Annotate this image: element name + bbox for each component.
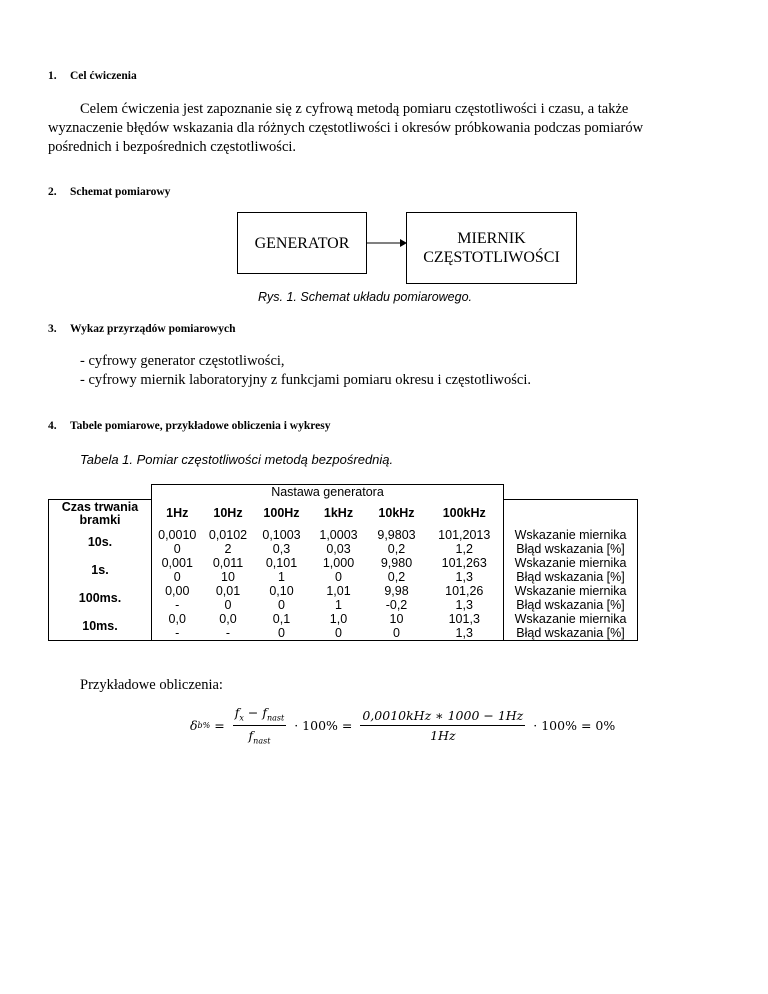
reading-cell: 0,1003 [262, 527, 301, 542]
signal-arrow-icon [366, 236, 408, 250]
col-header-10khz: 10kHz [378, 506, 415, 521]
section-title: Schemat pomiarowy [70, 186, 171, 198]
formula-delta-sub: b% [197, 720, 211, 730]
error-cell: 0,2 [387, 541, 406, 556]
reading-cell: 101,3 [426, 612, 504, 626]
error-cell: 1 [278, 569, 285, 584]
formula-delta: δ [190, 717, 198, 733]
formula-result: · 100% = 0% [533, 717, 616, 733]
reading-cell: 0,101 [265, 555, 298, 570]
measurement-table [48, 484, 638, 641]
reading-cell: 9,9803 [377, 527, 416, 542]
reading-cell: 9,98 [384, 583, 409, 598]
gate-cell: 10ms. [49, 612, 152, 641]
reading-cell: 1,000 [322, 555, 355, 570]
reading-cell: 1,01 [326, 583, 351, 598]
goal-line-2: wyznaczenie błędów wskazania dla różnych częstotliwości i okresów próbkowania podczas pomiarów [48, 120, 644, 136]
error-cell: 0 [368, 626, 426, 641]
table-caption: Tabela 1. Pomiar częstotliwości metodą bezpośrednią. [80, 452, 394, 467]
generator-label: GENERATOR [254, 234, 350, 252]
col-header-1hz: 1Hz [152, 499, 203, 528]
section-heading-2: 2. Schemat pomiarowy [48, 186, 171, 198]
gate-cell: 1s. [49, 556, 152, 584]
error-cell: 0,03 [326, 541, 351, 556]
error-cell: 1,2 [426, 542, 504, 556]
error-cell: -0,2 [385, 597, 408, 612]
goal-line-1: Celem ćwiczenia jest zapoznanie się z cyfrową metodą pomiaru częstotliwości i czasu, a także [80, 101, 629, 117]
reading-cell: 0,1 [272, 611, 291, 626]
reading-cell: 10 [389, 611, 404, 626]
reading-cell: 1,0003 [319, 527, 358, 542]
error-cell: 2 [224, 541, 232, 556]
reading-cell: 101,2013 [426, 528, 504, 542]
col-header-100khz: 100kHz [426, 499, 504, 528]
reading-cell: 0,0 [219, 611, 237, 626]
section-heading-1: 1. Cel ćwiczenia [48, 70, 137, 82]
instrument-item-2: - cyfrowy miernik laboratoryjny z funkcjami pomiaru okresu i częstotliwości. [80, 372, 531, 388]
row-label: Wskazanie miernika [504, 584, 638, 598]
reading-cell: 1,0 [329, 611, 348, 626]
formula-mul1: · 100% = [294, 717, 353, 733]
error-cell: 0,2 [387, 569, 406, 584]
row-label: Wskazanie miernika [504, 612, 638, 626]
reading-cell: 0,011 [212, 555, 244, 570]
generator-box [237, 212, 367, 274]
reading-cell: 0,0010 [152, 528, 203, 542]
table-row [49, 556, 638, 570]
col-header-1khz: 1kHz [323, 506, 354, 521]
formula-fraction-general: $\frac{f_x - f_{nast}}{f_{nast}}$ [234, 705, 285, 745]
reading-cell: 0,0102 [208, 527, 248, 542]
row-label: Błąd wskazania [%] [504, 626, 638, 641]
meter-label-line2: CZĘSTOTLIWOŚCI [423, 249, 560, 266]
reading-cell: 0,001 [152, 556, 203, 570]
section-heading-4: 4. Tabele pomiarowe, przykładowe obliczenia i wykresy [48, 420, 331, 432]
row-label: Błąd wskazania [%] [504, 570, 638, 584]
reading-cell: 0,0 [152, 612, 203, 626]
meter-box [406, 212, 577, 284]
table-row [49, 528, 638, 542]
table-row [49, 612, 638, 626]
error-cell: 0 [152, 542, 203, 556]
error-cell: - [152, 626, 203, 641]
reading-cell: 0,10 [269, 583, 294, 598]
col-header-100hz: 100Hz [263, 506, 300, 521]
error-cell: 0 [278, 597, 285, 612]
reading-cell: 101,26 [426, 584, 504, 598]
meter-label-line1: MIERNIK [457, 230, 526, 247]
error-cell: 0,3 [272, 541, 291, 556]
error-cell: 1,3 [426, 570, 504, 584]
error-formula [190, 700, 615, 750]
error-cell: 0 [152, 570, 203, 584]
error-cell: 1 [335, 597, 342, 612]
error-cell: 0 [254, 626, 310, 641]
reading-cell: 9,980 [380, 555, 413, 570]
reading-cell: 0,00 [152, 584, 203, 598]
table-row [49, 584, 638, 598]
row-label: Wskazanie miernika [504, 528, 638, 542]
calc-heading: Przykładowe obliczenia: [80, 677, 223, 693]
error-cell: - [152, 598, 203, 612]
formula-fraction-values: $\frac{\text{0,0010kHz ∗ 1000 − 1Hz}}{1Hz}$ [362, 707, 524, 743]
instrument-item-1: - cyfrowy generator częstotliwości, [80, 353, 285, 369]
gate-cell: 100ms. [49, 584, 152, 612]
group-header: Nastawa generatora [152, 485, 504, 500]
section-heading-3: 3. Wykaz przyrządów pomiarowych [48, 323, 236, 335]
row-header: Czas trwania bramki [49, 499, 152, 528]
error-cell: 0 [224, 597, 232, 612]
row-label: Wskazanie miernika [504, 556, 638, 570]
row-label: Błąd wskazania [%] [504, 598, 638, 612]
reading-cell: 0,01 [215, 583, 241, 598]
row-label: Błąd wskazania [%] [504, 542, 638, 556]
error-cell: 1,3 [426, 598, 504, 612]
gate-cell: 10s. [49, 528, 152, 556]
col-header-10hz: 10Hz [213, 506, 243, 521]
figure-caption: Rys. 1. Schemat układu pomiarowego. [258, 290, 472, 304]
goal-line-3: pośrednich i bezpośrednich częstotliwości. [48, 139, 297, 155]
error-cell: - [203, 626, 254, 641]
error-cell: 0 [310, 626, 368, 641]
error-cell: 10 [221, 569, 235, 584]
formula-eq: = [214, 717, 225, 733]
reading-cell: 101,263 [426, 556, 504, 570]
error-cell: 0 [335, 569, 342, 584]
error-cell: 1,3 [426, 626, 504, 641]
